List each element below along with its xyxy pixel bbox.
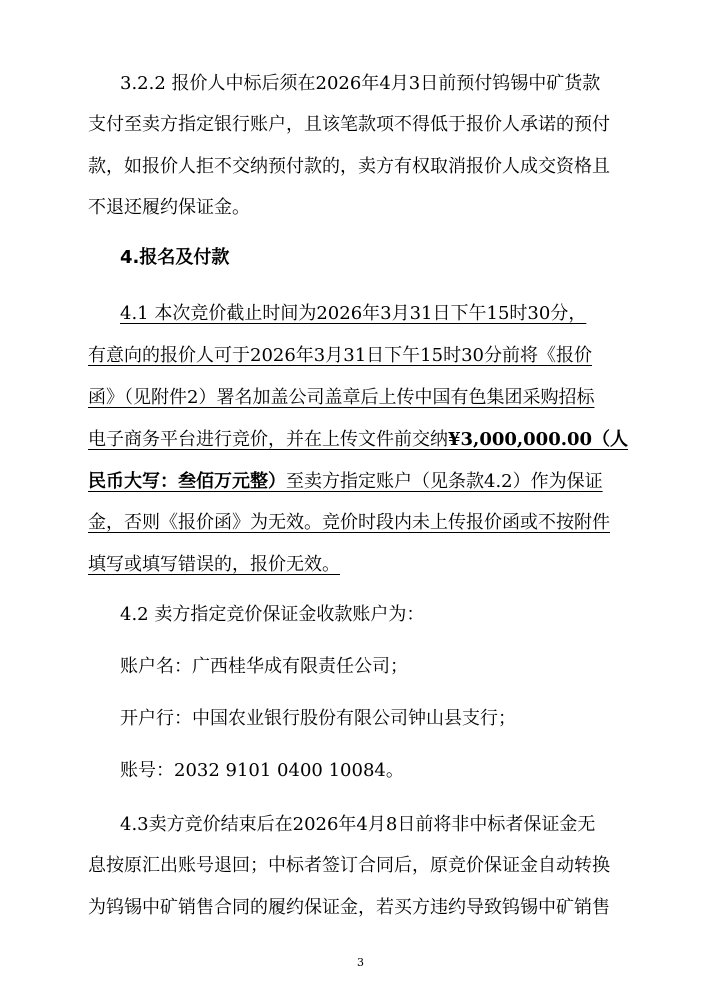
para-41-line-4 [88,428,633,452]
para-322-line-3: 款，如报价人拒不交纳预付款的，卖方有权取消报价人成交资格且 [88,156,610,177]
section-heading-4: 4.报名及付款 [120,247,230,268]
para-41-line-4-text: 电子商务平台进行竞价，并在上传文件前交纳 [88,429,448,450]
para-41-line-5-text: 至卖方指定账户（见条款4.2）作为保证 [286,471,603,492]
bank-name: 开户行：中国农业银行股份有限公司钟山县支行； [120,708,516,729]
para-322-line-2: 支付至卖方指定银行账户，且该笔款项不得低于报价人承诺的预付 [88,114,610,135]
deposit-amount: ¥3,000,000.00（人 [448,429,629,450]
para-41-line-3: 函》（见附件2）署名加盖公司盖章后上传中国有色集团采购招标 [88,387,595,408]
para-41-line-7: 填写或填写错误的，报价无效。 [88,554,340,575]
para-322-line-1: 3.2.2 报价人中标后须在2026年4月3日前预付钨锡中矿货款 [120,73,601,94]
para-43-line-2: 息按原汇出账号退回；中标者签订合同后，原竞价保证金自动转换 [88,855,610,876]
page-number: 3 [357,956,364,969]
para-41-line-1: 4.1 本次竞价截止时间为2026年3月31日下午15时30分， [120,303,587,324]
account-number: 账号：2032 9101 0400 10084。 [120,760,404,781]
para-41-line-6: 金，否则《报价函》为无效。竞价时段内未上传报价函或不按附件 [88,512,610,533]
para-41-line-5 [88,470,633,494]
para-322-line-4: 不退还履约保证金。 [88,197,250,218]
para-43-line-1: 4.3卖方竞价结束后在2026年4月8日前将非中标者保证金无 [120,814,596,835]
account-name: 账户名：广西桂华成有限责任公司； [120,656,408,677]
para-41-line-2: 有意向的报价人可于2026年3月31日下午15时30分前将《报价 [88,345,592,366]
para-43-line-3: 为钨锡中矿销售合同的履约保证金，若买方违约导致钨锡中矿销售 [88,897,610,918]
para-42-title: 4.2 卖方指定竞价保证金收款账户为： [120,604,425,625]
deposit-amount-words: 民币大写：叁佰万元整） [88,471,286,492]
